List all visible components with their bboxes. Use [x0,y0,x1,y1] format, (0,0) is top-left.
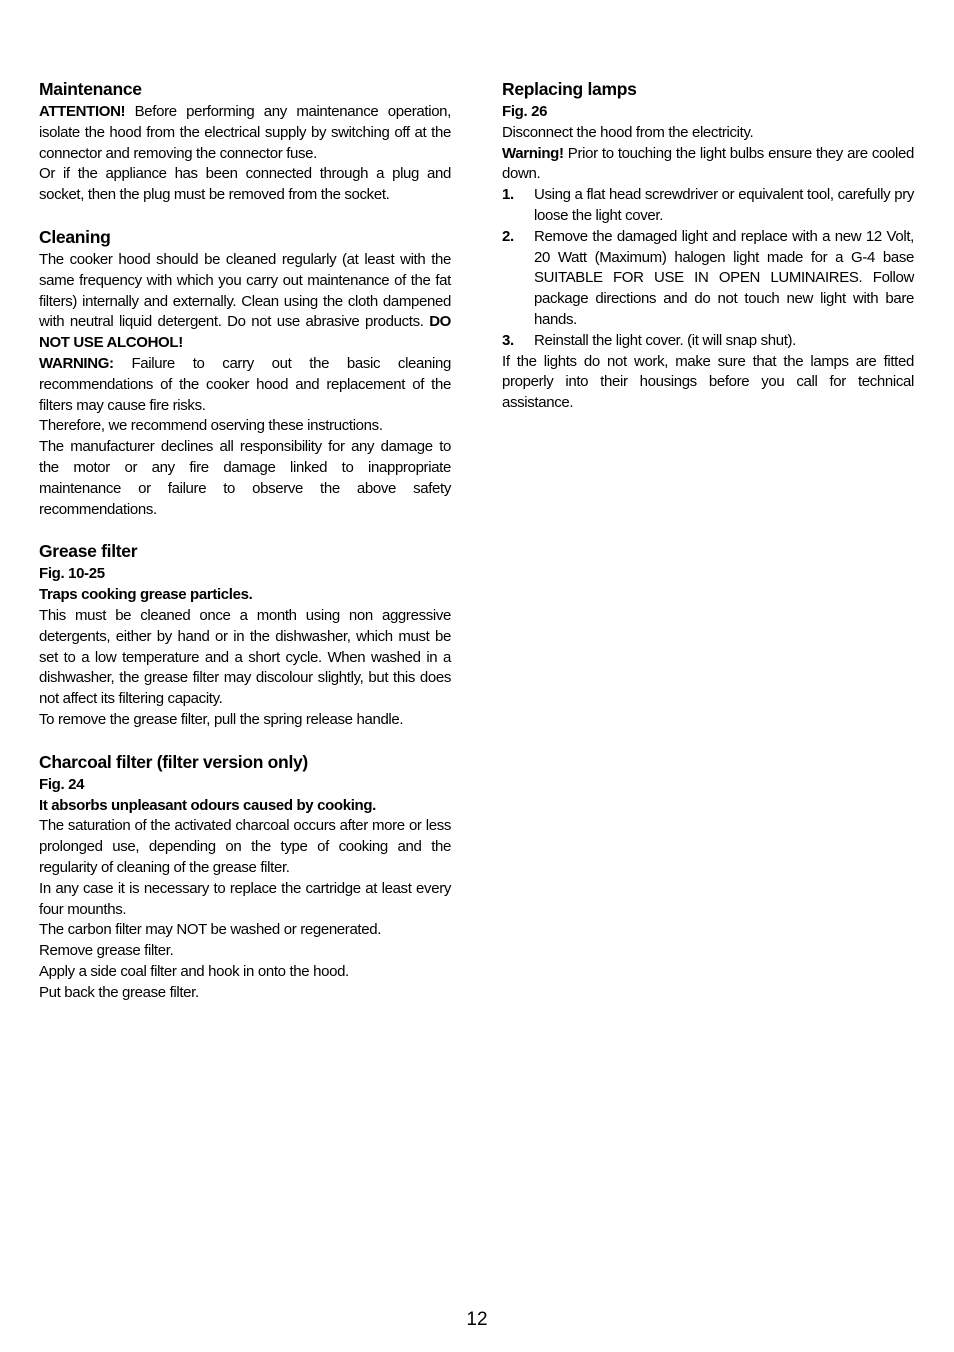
manufacturer-paragraph: The manufacturer declines all responsibility for any damage to the motor or any fire damage linked to inappropriate maintenance or failure to observe the above safety recommendations. [39,438,451,518]
grease-filter-section [39,539,451,730]
charcoal-filter-fig: Fig. 24 [39,775,85,793]
cleaning-text: The cooker hood should be cleaned regularly (at least with the same frequency with which you carry out maintenance of the fat filters) internally and externally. Clean using the cloth dampened with neutral liquid detergent. Do not use abrasive products. [39,250,451,331]
lamp-step [502,227,914,331]
attention-paragraph [39,102,451,164]
cleaning-section [39,225,451,520]
lamps-warning-paragraph [502,144,914,186]
lamp-step-text: Remove the damaged light and replace with a new 12 Volt, 20 Watt (Maximum) halogen light made for a G-4 base SUITABLE FOR USE IN OPEN LUMINAIRES. Follow package directions and do not touch new light with bare hands. [534,227,914,328]
recommend-paragraph: Therefore, we recommend oserving these instructions. [39,417,383,435]
charcoal-replace-paragraph: In any case it is necessary to replace the cartridge at least every four mounths. [39,879,451,918]
attention-text: Before performing any maintenance operation, isolate the hood from the electrical supply by switching off at the connector and removing the connector fuse. [39,103,451,162]
lamp-step-number: 3. [502,331,514,349]
lamp-step-number: 1. [502,186,514,204]
lamp-step-number: 2. [502,227,514,245]
lamp-steps-list [502,185,914,351]
charcoal-step-put-back: Put back the grease filter. [39,983,199,1001]
lamp-step [502,185,914,227]
charcoal-step-apply: Apply a side coal filter and hook in onto the hood. [39,962,349,980]
charcoal-filter-subhead: It absorbs unpleasant odours caused by cooking. [39,796,376,814]
cleaning-warning-text: Failure to carry out the basic cleaning recommendations of the cooker hood and replacement of the filters may cause fire risks. [39,354,451,414]
cleaning-heading: Cleaning [39,226,111,247]
lamps-final-paragraph: If the lights do not work, make sure that the lamps are fitted properly into their housings before you call for technical assistance. [502,352,914,412]
alcohol-warning: DO NOT USE ALCOHOL! [39,313,451,352]
charcoal-not-washed-paragraph: The carbon filter may NOT be washed or regenerated. [39,921,382,939]
right-column [502,77,914,433]
charcoal-filter-paragraph: The saturation of the activated charcoal occurs after more or less prolonged use, depending on the type of cooking and the regularity of cleaning of the grease filter. [39,817,451,876]
plug-paragraph: Or if the appliance has been connected through a plug and socket, then the plug must be removed from the socket. [39,165,451,204]
grease-filter-fig: Fig. 10-25 [39,565,105,583]
left-column [39,77,451,1022]
grease-filter-heading: Grease filter [39,541,138,562]
cleaning-warning-paragraph [39,354,451,416]
cleaning-paragraph [39,250,451,354]
lamps-warning-label: Warning! [502,144,564,162]
page-number: 12 [466,1309,488,1330]
cleaning-warning-label: WARNING: [39,354,114,372]
maintenance-heading: Maintenance [39,79,142,99]
lamp-step [502,331,914,352]
lamp-step-text: Using a flat head screwdriver or equivalent tool, carefully pry loose the light cover. [534,186,914,224]
charcoal-filter-section [39,750,451,1004]
maintenance-section [39,77,451,206]
lamps-warning-text: Prior to touching the light bulbs ensure they are cooled down. [502,144,914,183]
grease-filter-remove-paragraph: To remove the grease filter, pull the spring release handle. [39,710,404,728]
attention-label: ATTENTION! [39,103,126,120]
grease-filter-subhead: Traps cooking grease particles. [39,586,253,604]
charcoal-filter-heading: Charcoal filter (filter version only) [39,751,308,772]
charcoal-step-remove: Remove grease filter. [39,942,174,960]
replacing-lamps-heading: Replacing lamps [502,79,637,99]
lamp-step-text: Reinstall the light cover. (it will snap shut). [534,331,797,349]
disconnect-paragraph: Disconnect the hood from the electricity. [502,123,754,141]
replacing-lamps-fig: Fig. 26 [502,103,548,120]
grease-filter-paragraph: This must be cleaned once a month using non aggressive detergents, either by hand or in the dishwasher, which must be set to a low temperature and a short cycle. When washed in a dishwasher, the grease filter may discolour slightly, but this does not affect its filtering capacity. [39,606,451,708]
replacing-lamps-section [502,77,914,414]
